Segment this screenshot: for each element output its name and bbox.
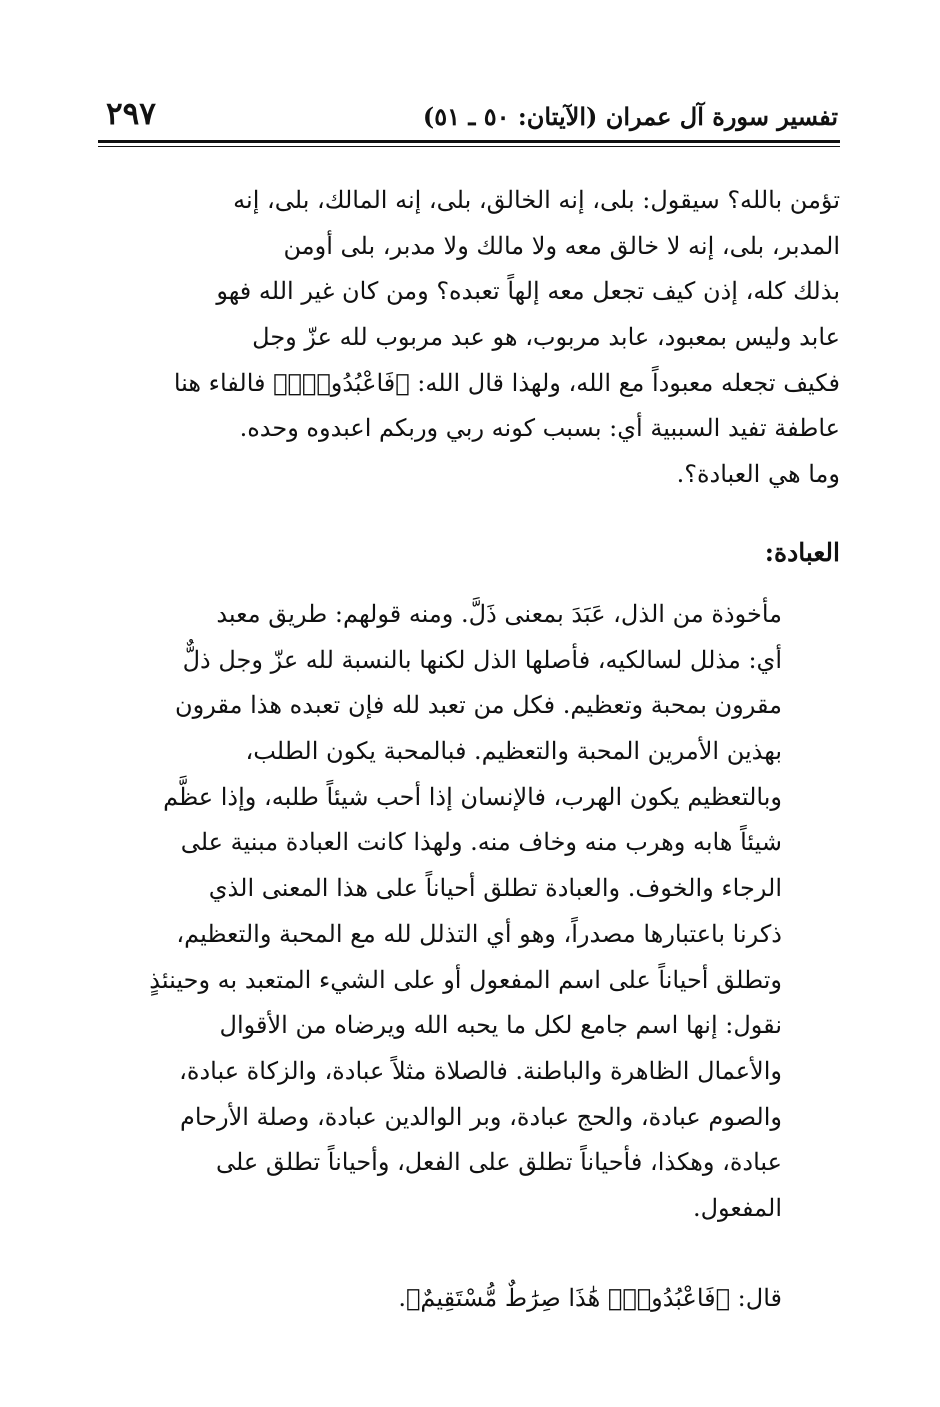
text-line: تؤمن بالله؟ سيقول: بلى، إنه الخالق، بلى، إنه المالك، بلى، إنه	[233, 186, 840, 214]
text-line: والصوم عبادة، والحج عبادة، وبر الوالدين عبادة، وصلة الأرحام	[179, 1102, 782, 1131]
text-line: مقرون بمحبة وتعظيم. فكل من تعبد لله فإن تعبده هذا مقرون	[175, 691, 782, 720]
paragraph-worship-definition	[118, 592, 840, 1232]
text-line: أي: مذلل لسالكيه، فأصلها الذل لكنها بالنسبة لله عزّ وجل ذلٌّ	[182, 645, 782, 674]
running-title: تفسير سورة آل عمران (الآيتان: ٥٠ ـ ٥١)	[422, 102, 838, 131]
text-line: نقول: إنها اسم جامع لكل ما يحبه الله ويرضاه من الأقوال	[219, 1011, 782, 1040]
text-line: قال: ﴿فَاعْبُدُوهُۚ هَٰذَا صِرَٰطٌ مُّسْتَقِيمٌ﴾.	[398, 1284, 782, 1312]
text-line: عابد وليس بمعبود، عابد مربوب، هو عبد مربوب لله عزّ وجل	[252, 323, 840, 352]
text-line: والأعمال الظاهرة والباطنة. فالصلاة مثلاً عبادة، والزكاة عبادة،	[179, 1056, 782, 1085]
text-line: فكيف تجعله معبوداً مع الله، ولهذا قال الله: ﴿فَاعْبُدُوهُۚ﴾ فالفاء هنا	[173, 368, 840, 397]
text-line: المفعول.	[692, 1193, 782, 1222]
text-line: عبادة، وهكذا، فأحياناً تطلق على الفعل، وأحياناً تطلق على	[215, 1148, 782, 1177]
page-header	[98, 92, 838, 142]
header-rule-thin	[98, 146, 840, 147]
header-rule-thick	[98, 140, 840, 143]
page-number: ٢٩٧	[106, 96, 156, 132]
text-line: شيئاً هابه وهرب منه وخاف منه. ولهذا كانت العبادة مبنية على	[180, 828, 782, 857]
text-line: وتطلق أحياناً على اسم المفعول أو على الشيء المتعبد به وحينئذٍ	[149, 965, 782, 994]
text-line: وبالتعظيم يكون الهرب، فالإنسان إذا أحب شيئاً طلبه، وإذا عظَّم	[163, 782, 782, 811]
text-line: بهذين الأمرين المحبة والتعظيم. فبالمحبة يكون الطلب،	[245, 737, 782, 766]
paragraph-belief	[118, 178, 840, 498]
text-line: الرجاء والخوف. والعبادة تطلق أحياناً على هذا المعنى الذي	[208, 874, 782, 903]
text-line: بذلك كله، إذن كيف تجعل معه إلهاً تعبده؟ ومن كان غير الله فهو	[216, 277, 840, 306]
text-line: المدبر، بلى، إنه لا خالق معه ولا مالك ولا مدبر، بلى أومن	[283, 231, 840, 260]
text-line: وما هي العبادة؟.	[676, 460, 840, 489]
text-line: ذكرنا باعتبارها مصدراً، وهو أي التذلل لله مع المحبة والتعظيم،	[176, 919, 782, 948]
text-line: مأخوذة من الذل، عَبَدَ بمعنى ذَلَّ. ومنه قولهم: طريق معبد	[216, 600, 782, 628]
paragraph-verse	[118, 1276, 840, 1322]
text-line: عاطفة تفيد السببية أي: بسبب كونه ربي وربكم اعبدوه وحده.	[239, 414, 840, 443]
section-heading: العبادة:	[764, 538, 840, 567]
